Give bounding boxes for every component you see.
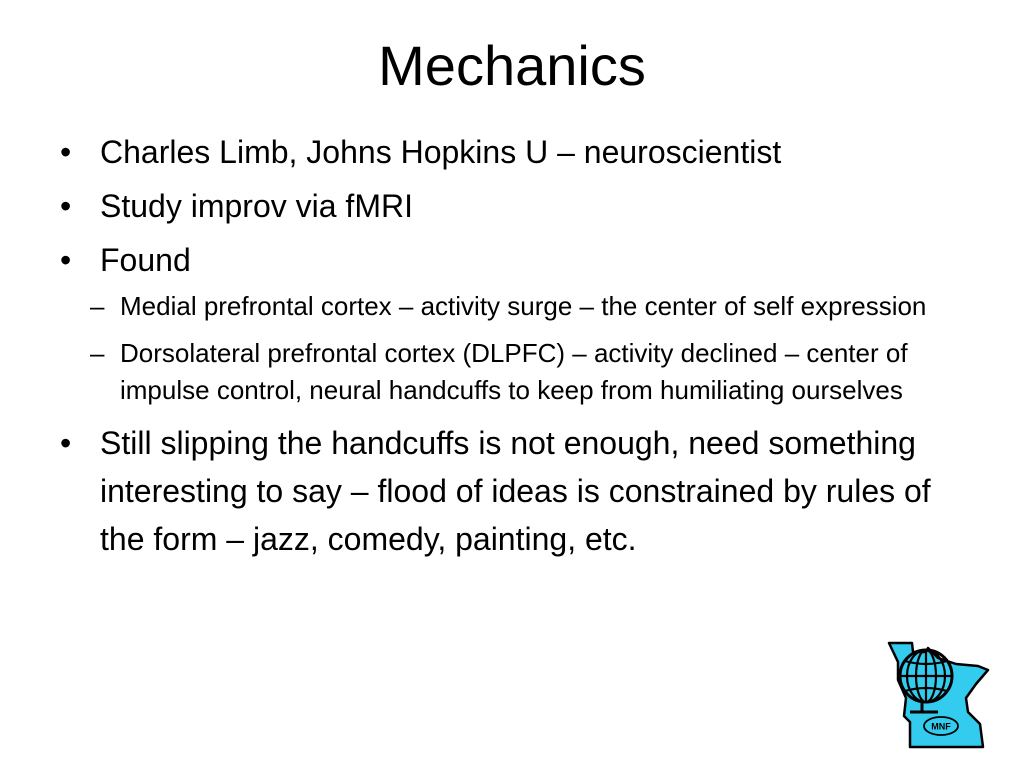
sub-bullet-item: [74, 335, 970, 409]
bullet-glyph: •: [60, 242, 72, 278]
bullet-item: [60, 236, 970, 409]
logo-label: MNF: [931, 721, 951, 732]
sub-bullet-glyph: –: [90, 291, 105, 321]
slide-title: Mechanics: [378, 34, 646, 97]
sub-bullet-text: Medial prefrontal cortex – activity surge – the center of self expression: [120, 291, 927, 321]
bullet-text: Found: [100, 242, 191, 278]
bullet-glyph: •: [60, 188, 72, 224]
sub-bullet-glyph: –: [90, 338, 105, 368]
sub-bullet-list: [90, 288, 970, 409]
bullet-list: [60, 128, 970, 563]
bullet-text: Still slipping the handcuffs is not enough, need something interesting to say – flood of ideas is constrained by rules of the form – jazz, comedy, painting, etc.: [100, 425, 931, 557]
slide-content: [60, 128, 970, 569]
sub-bullet-text: Dorsolateral prefrontal cortex (DLPFC) – activity declined – center of impulse control, neural handcuffs to keep from humiliating ourselves: [120, 338, 908, 405]
bullet-item: [60, 128, 970, 176]
sub-bullet-item: [74, 288, 970, 325]
globe: [900, 650, 952, 702]
bullet-glyph: •: [60, 134, 72, 170]
bullet-item: [60, 182, 970, 230]
bullet-glyph: •: [60, 425, 72, 461]
minnesota-globe-icon: [886, 640, 992, 750]
bullet-text: Study improv via fMRI: [100, 188, 413, 224]
bullet-text: Charles Limb, Johns Hopkins U – neuroscientist: [100, 134, 782, 170]
bullet-item: [60, 419, 970, 563]
